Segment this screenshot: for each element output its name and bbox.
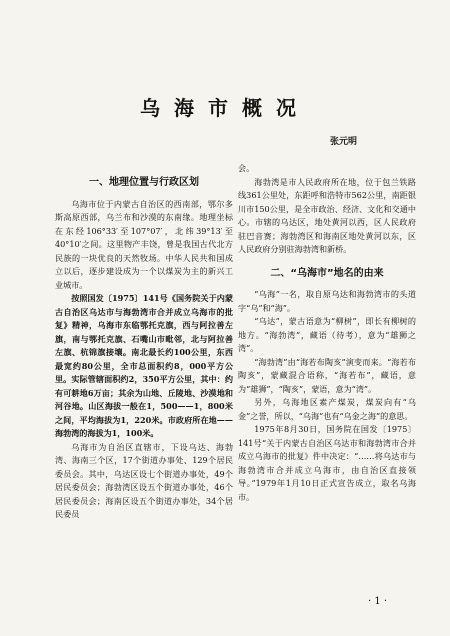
- article-author: 张元明: [330, 137, 358, 147]
- paragraph-name-source: “乌海”一名，取自原乌达和海勃湾市的头道字“乌”和“海”。: [238, 289, 416, 313]
- paragraph-haibowan: 海勃湾是市人民政府所在地，位于包兰铁路线361公里处，东距呼和浩特市562公里，南距银川市150公里，是全市政治、经济、文化和交通中心。市辖的乌达区，地处黄河以西，区人民政府驻巴音赛；海勃湾区和海南区地处黄河以东，区人民政府分别驻海勃湾和新桥。: [238, 176, 416, 254]
- right-column: [238, 162, 416, 504]
- left-column: [55, 160, 233, 522]
- section-heading-geography: 一、地理位置与行政区划: [89, 177, 199, 188]
- paragraph-wuda-meaning: “乌达”，蒙古语意为“柳树”，即长有柳树的地方。“海勃湾”，藏语（待考），意为“雄狮之湾”。: [238, 316, 416, 353]
- page-number: · 1 ·: [368, 596, 388, 607]
- article-title: 乌海市概况: [140, 96, 310, 120]
- paragraph-haibowan-meaning: “海勃湾”由“海若布陶亥”演变而来。“海若布陶亥”，蒙藏混合语称，“海若布”，藏语，意为“雄狮”，“陶亥”，蒙语，意为“湾”。: [238, 356, 416, 394]
- paragraph-coal-meaning: 另外，乌海地区素产煤炭，煤炭向有“乌金”之誉，所以，“乌海”也有“乌金之海”的意思。: [238, 397, 416, 421]
- section-heading-name-origin: 二、“乌海市”地名的由来: [270, 267, 384, 279]
- paragraph-continuation: 会。: [238, 163, 255, 173]
- paragraph-location: 乌海市位于内蒙古自治区的西南部，鄂尔多斯高原西部，乌兰布和沙漠的东南缘。地理坐标在东经106°33′至107°07′，北纬39°13′至40°10′之间。这里物产丰饶，曾是我国古代北方民族的一块优良的天然牧场。中华人民共和国成立以后，逐步建设成为一个以煤炭为主的新兴工业城市。: [55, 198, 233, 290]
- paragraph-administration: 乌海市为自治区直辖市，下设乌达、海勃湾、海南三个区，17个街道办事处、129个居民委员会。其中，乌达区设七个街道办事处，49个居民委员会；海勃湾区设五个街道办事处，46个居民委员会；海南区设五个街道办事处，34个居民委员: [55, 441, 233, 519]
- paragraph-boundaries: 按照国发〔1975〕141号《国务院关于内蒙古自治区乌达市与海勃湾市合并成立乌海市的批复》精神，乌海市东临鄂托克旗，西与阿拉善左旗，南与鄂托克旗、石嘴山市毗邻，北与阿拉善左旗、杭锦旗接壤。南北最长约100公里，东西最宽约80公里，全市总面积约8，000平方公里。实际管辖面积约2，350平方公里，其中：约有可耕地6万亩；其余为山地、丘陵地、沙漠地和河谷地。山区海拔一般在1，500——1，800米之间，平均海拔为1，220米。市政府所在地——海勃湾的海拔为1，100米。: [55, 293, 233, 438]
- paragraph-founding: 1975年8月30日，国务院在国发〔1975〕141号“关于内蒙古自治区乌达市和海勃湾市合并成立乌海市的批复》件中决定：“……将乌达市与海勃湾市合并成立乌海市，由自治区直接领导。”1979年1月10日正式宣告成立，取名乌海市。: [238, 424, 416, 502]
